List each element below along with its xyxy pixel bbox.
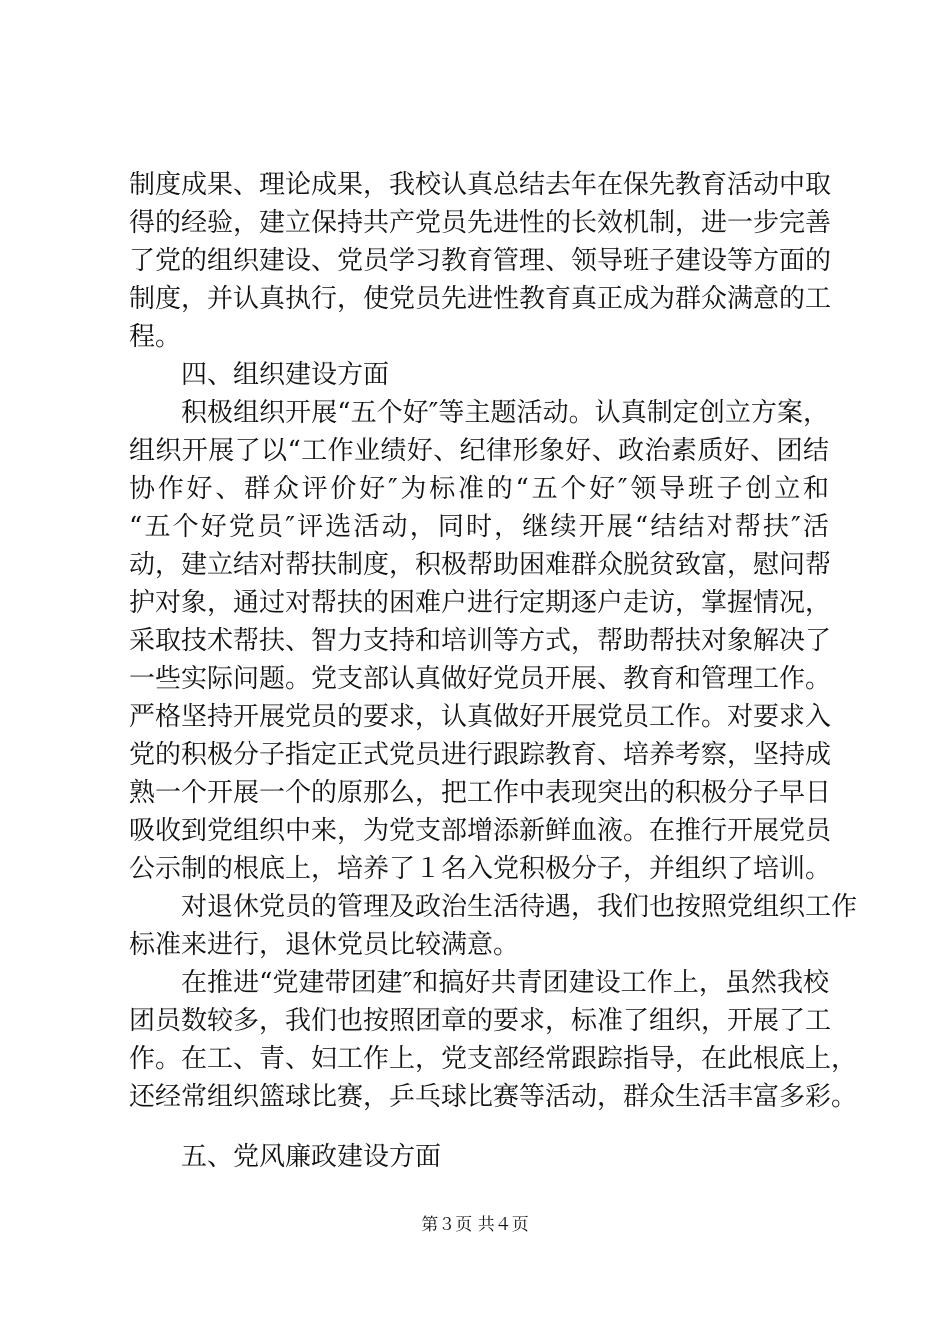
text-line: 党的积极分子指定正式党员进行跟踪教育、培养考察，坚持成 [129, 740, 832, 770]
text-line: 采取技术帮扶、智力支持和培训等方式，帮助帮扶对象解决了 [129, 626, 832, 656]
text-line: 作。在工、青、妇工作上，党支部经常跟踪指导，在此根底上， [129, 1044, 858, 1074]
text-line: “五个好党员″评选活动，同时，继续开展“结结对帮扶″活 [129, 512, 829, 542]
text-line: 制度成果、理论成果，我校认真总结去年在保先教育活动中取 [129, 170, 832, 200]
page-footer: 第３页 共４页 [421, 1215, 529, 1235]
text-line: 制度，并认真执行，使党员先进性教育真正成为群众满意的工 [129, 284, 832, 314]
text-line: 团员数较多，我们也按照团章的要求，标准了组织，开展了工 [129, 1006, 832, 1036]
text-line: 协作好、群众评价好″为标准的“五个好″领导班子创立和 [129, 474, 829, 504]
text-line: 一些实际问题。党支部认真做好党员开展、教育和管理工作。 [129, 664, 832, 694]
text-line: 还经常组织篮球比赛，乒乓球比赛等活动，群众生活丰富多彩。 [129, 1082, 858, 1112]
text-line: 动，建立结对帮扶制度，积极帮助困难群众脱贫致富，慰问帮 [129, 550, 832, 580]
text-line: 公示制的根底上，培养了１名入党积极分子，并组织了培训。 [129, 854, 832, 884]
section-heading: 四、组织建设方面 [181, 360, 390, 390]
text-line: 得的经验，建立保持共产党员先进性的长效机制，进一步完善 [129, 208, 832, 238]
text-line: 熟一个开展一个的原那么，把工作中表现突出的积极分子早日 [129, 778, 832, 808]
text-line: 组织开展了以“工作业绩好、纪律形象好、政治素质好、团结 [129, 436, 829, 466]
text-line: 严格坚持开展党员的要求，认真做好开展党员工作。对要求入 [129, 702, 832, 732]
text-line: 程。 [129, 322, 182, 352]
text-line: 积极组织开展“五个好″等主题活动。认真制定创立方案， [181, 398, 829, 428]
text-line: 对退休党员的管理及政治生活待遇，我们也按照党组织工作 [181, 892, 858, 922]
text-line: 了党的组织建设、党员学习教育管理、领导班子建设等方面的 [129, 246, 832, 276]
text-line: 标准来进行，退休党员比较满意。 [129, 930, 520, 960]
section-heading: 五、党风廉政建设方面 [181, 1142, 442, 1172]
text-line: 护对象，通过对帮扶的困难户进行定期逐户走访，掌握情况， [129, 588, 832, 618]
text-line: 吸收到党组织中来，为党支部增添新鲜血液。在推行开展党员 [129, 816, 832, 846]
text-line: 在推进“党建带团建″和搞好共青团建设工作上，虽然我校 [181, 968, 829, 998]
